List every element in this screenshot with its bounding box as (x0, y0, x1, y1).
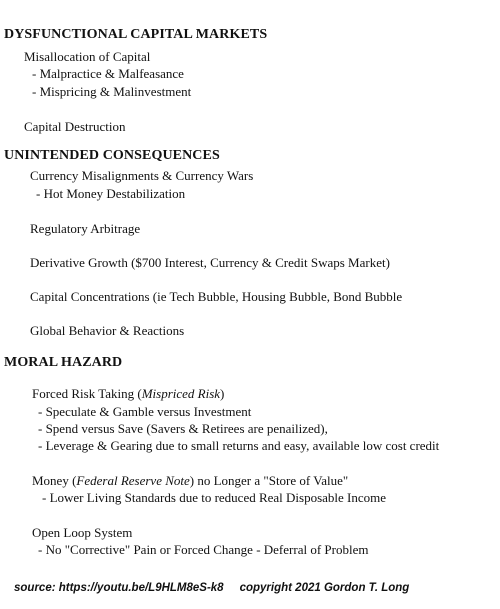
item-global-behavior: Global Behavior & Reactions (30, 323, 185, 338)
forced-risk-close: ) (220, 386, 225, 401)
item-misallocation: Misallocation of Capital (24, 49, 151, 64)
section-heading-unintended: UNINTENDED CONSEQUENCES (4, 148, 220, 163)
money-text-rest: ) no Longer a "Store of Value" (189, 473, 349, 488)
subitem-hot-money: - Hot Money Destabilization (36, 186, 186, 201)
item-derivative-growth: Derivative Growth ($700 Interest, Currency & Credit Swaps Market) (30, 255, 390, 270)
section-heading-dysfunctional: DYSFUNCTIONAL CAPITAL MARKETS (4, 27, 268, 42)
item-currency-misalignments: Currency Misalignments & Currency Wars (30, 168, 254, 183)
subitem-living-standards: - Lower Living Standards due to reduced Real Disposable Income (42, 490, 387, 505)
subitem-mispricing: - Mispricing & Malinvestment (32, 84, 192, 99)
item-capital-destruction: Capital Destruction (24, 119, 126, 134)
source-link[interactable]: source: https://youtu.be/L9HLM8eS-k8 (14, 582, 224, 594)
footer (14, 582, 409, 594)
subitem-leverage: - Leverage & Gearing due to small returns and easy, available low cost credit (38, 438, 440, 453)
subitem-speculate: - Speculate & Gamble versus Investment (38, 404, 252, 419)
subitem-malpractice: - Malpractice & Malfeasance (32, 66, 184, 81)
federal-reserve-note-italic: Federal Reserve Note (76, 473, 190, 488)
item-money-store-of-value (32, 473, 348, 488)
money-text: Money ( (32, 473, 77, 488)
item-capital-concentrations: Capital Concentrations (ie Tech Bubble, Housing Bubble, Bond Bubble (30, 289, 403, 304)
forced-risk-text: Forced Risk Taking ( (32, 386, 142, 401)
copyright-text: copyright 2021 Gordon T. Long (239, 582, 410, 594)
subitem-no-corrective: - No "Corrective" Pain or Forced Change - Deferral of Problem (38, 542, 369, 557)
item-regulatory-arbitrage: Regulatory Arbitrage (30, 221, 141, 236)
subitem-spend-vs-save: - Spend versus Save (Savers & Retirees are penailized), (38, 421, 328, 436)
item-forced-risk-taking (32, 386, 224, 401)
mispriced-risk-italic: Mispriced Risk (141, 386, 221, 401)
section-heading-moral-hazard: MORAL HAZARD (4, 355, 123, 370)
item-open-loop-system: Open Loop System (32, 525, 133, 540)
